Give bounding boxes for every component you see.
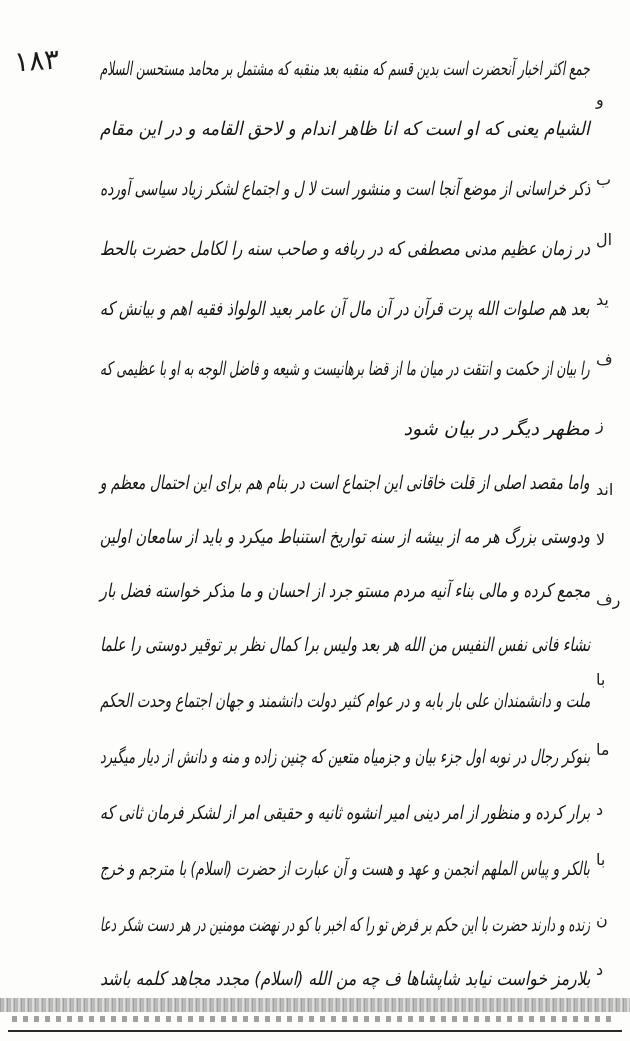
margin-mark-5: ف xyxy=(596,350,613,369)
manuscript-line-2: الشیام یعنی که او است که انا ظاهر اندام و لاحق القامه و در این مقام xyxy=(100,118,590,140)
scan-edge-noise xyxy=(0,998,630,1012)
manuscript-line-6: را بیان از حکمت و انتقت در میان ما از قضا برهانیست و شیعه و فاضل الوجه به او با عظیمی که xyxy=(100,358,590,380)
manuscript-line-7: مظهر دیگر در بیان شود xyxy=(403,418,590,440)
manuscript-line-1: جمع اکثر اخبار آنحضرت است بدین قسم که منقبه بعد منقبه که مشتمل بر محامد مستحسن السلام xyxy=(100,58,590,80)
margin-mark-11: ما xyxy=(596,740,610,759)
manuscript-line-17: بلارمز خواست نیابد شاپشاها ف چه من الله (اسلام) مجدد مجاهد کلمه باشد xyxy=(99,968,590,990)
margin-mark-7: اند xyxy=(596,480,614,499)
manuscript-line-11: نشاء فانی نفس النفیس من الله هر بعد ولیس برا کمال نظر بر توقیر دوستی را علما xyxy=(99,634,590,656)
manuscript-line-14: برار کرده و منظور از امر دینی امیر انشوه ثانیه و حقیقی امر از لشکر فرمان ثانی که xyxy=(99,802,590,824)
margin-mark-1: و xyxy=(596,90,604,109)
margin-mark-14: ن xyxy=(596,910,608,929)
manuscript-line-15: بالکر و پیاس الملهم انجمن و عهد و هست و آن عبارت از حضرت (اسلام) با مترجم و خرج xyxy=(100,858,590,880)
manuscript-line-9: ودوستی بزرگ هر مه از بیشه از سنه تواریخ استنباط میکرد و باید از سامعان اولین xyxy=(99,526,590,548)
manuscript-line-8: واما مقصد اصلی از قلت خاقانی این اجتماع است در بنام هم برای این احتمال معظم و xyxy=(100,472,590,494)
margin-mark-9: رف xyxy=(596,590,621,609)
margin-mark-10: با xyxy=(596,670,606,689)
manuscript-line-16: زنده و دارند حضرت با این حکم بر فرض تو را که اخبر با کو در نهضت مومنین در هر دست شکر دعا xyxy=(99,914,590,936)
margin-mark-2: ب xyxy=(596,170,612,189)
manuscript-line-12: ملت و دانشمندان علی بار بابه و در عوام کثیر دولت دانشمند و جهان اجتماع وحدت الحکم xyxy=(99,690,590,712)
right-margin-fragments xyxy=(596,60,630,990)
scan-edge-dashes xyxy=(12,1016,612,1022)
margin-mark-12: د xyxy=(596,800,604,819)
manuscript-line-13: بنوکر رجال در نوبه اول جزء بیان و جزمیاه متعین که چنین زاده و منه و دانش از دیار میگیرد xyxy=(99,746,590,768)
manuscript-line-4: در زمان عظیم مدنی مصطفی که در ربافه و صاحب سنه را لکامل حضرت بالحط xyxy=(99,238,590,260)
manuscript-line-3: ذکر خراسانی از موضع آنجا است و منشور است لا ل و اجتماع لشکر زیاد سیاسی آورده xyxy=(99,178,590,200)
margin-mark-4: ید xyxy=(596,290,609,309)
manuscript-text-block xyxy=(100,40,590,1000)
margin-mark-13: با xyxy=(596,850,606,869)
manuscript-line-5: بعد هم صلوات الله پرت قرآن در آن مال آن عامر بعید الولواذ فقیه اهم و بیانش که xyxy=(100,298,590,320)
margin-mark-15: د xyxy=(596,960,604,979)
margin-mark-6: ز xyxy=(596,415,604,434)
page-number: ۱۸۳ xyxy=(12,42,61,79)
margin-mark-3: ال xyxy=(596,230,613,249)
margin-mark-8: لا xyxy=(596,530,606,549)
manuscript-line-10: مجمع کرده و مالی بناء آنیه مردم مستو جرد از احسان و ما مذکر خواسته فضل بار xyxy=(99,580,590,602)
scan-edge-line xyxy=(8,1030,622,1032)
scan-bottom-edge xyxy=(0,998,630,1041)
